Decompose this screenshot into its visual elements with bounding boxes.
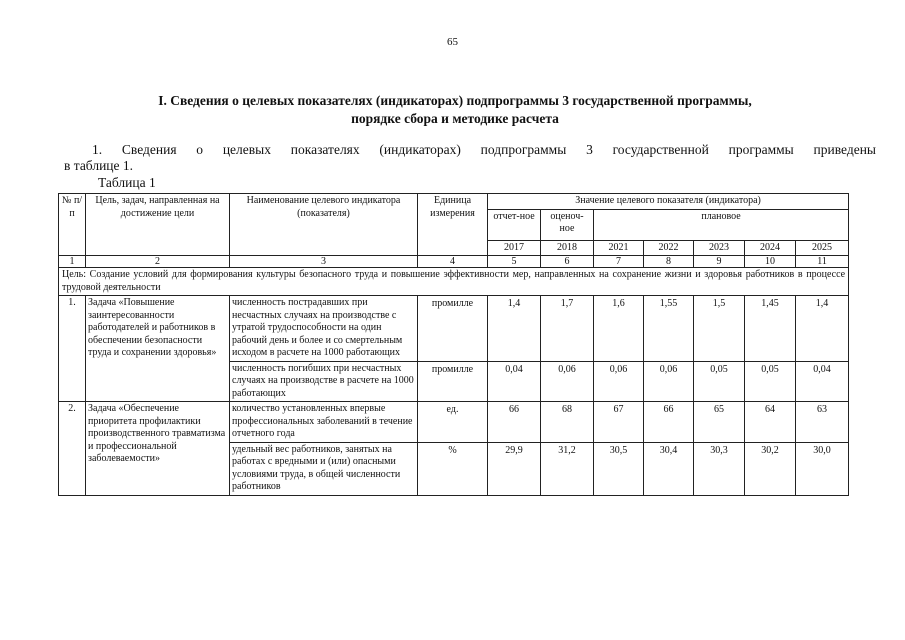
value-cell: 66 bbox=[488, 402, 541, 443]
value-cell: 31,2 bbox=[541, 442, 594, 495]
header-reported: отчет-ное bbox=[488, 209, 541, 240]
column-number: 6 bbox=[541, 256, 594, 268]
value-cell: 1,4 bbox=[488, 296, 541, 362]
indicator-unit: промилле bbox=[418, 296, 488, 362]
header-indicator: Наименование целевого индикатора (показателя) bbox=[230, 194, 418, 256]
row-num: 1. bbox=[59, 296, 86, 402]
value-cell: 0,06 bbox=[594, 361, 644, 402]
indicator-unit: ед. bbox=[418, 402, 488, 443]
value-cell: 1,45 bbox=[745, 296, 796, 362]
value-cell: 67 bbox=[594, 402, 644, 443]
goal-text: Цель: Создание условий для формирования культуры безопасного труда и повышение эффективности мер, направленных на сохранение жизни и здоровья работников в процессе трудовой деятельности bbox=[59, 268, 849, 296]
indicator-unit: промилле bbox=[418, 361, 488, 402]
value-cell: 30,5 bbox=[594, 442, 644, 495]
year-cell: 2017 bbox=[488, 240, 541, 256]
table-row bbox=[59, 402, 849, 443]
value-cell: 1,6 bbox=[594, 296, 644, 362]
header-planned: плановое bbox=[594, 209, 849, 240]
goal-row bbox=[59, 268, 849, 296]
column-number: 3 bbox=[230, 256, 418, 268]
table-row bbox=[59, 296, 849, 362]
year-cell: 2018 bbox=[541, 240, 594, 256]
column-number: 7 bbox=[594, 256, 644, 268]
value-cell: 30,3 bbox=[694, 442, 745, 495]
value-cell: 1,7 bbox=[541, 296, 594, 362]
task-name: Задача «Повышение заинтересованности работодателей и работников в обеспечении безопасности труда и сохранении здоровья» bbox=[86, 296, 230, 402]
column-number: 11 bbox=[796, 256, 849, 268]
indicator-name: численность пострадавших при несчастных случаях на производстве с утратой трудоспособности на один рабочий день и более и со смертельным исходом в расчете на 1000 работающих bbox=[230, 296, 418, 362]
value-cell: 30,2 bbox=[745, 442, 796, 495]
value-cell: 0,05 bbox=[694, 361, 745, 402]
year-cell: 2024 bbox=[745, 240, 796, 256]
column-number: 5 bbox=[488, 256, 541, 268]
value-cell: 68 bbox=[541, 402, 594, 443]
page-number: 65 bbox=[447, 36, 458, 48]
header-estimated: оценоч-ное bbox=[541, 209, 594, 240]
value-cell: 0,06 bbox=[644, 361, 694, 402]
value-cell: 65 bbox=[694, 402, 745, 443]
indicator-name: количество установленных впервые профессиональных заболеваний в течение отчетного года bbox=[230, 402, 418, 443]
column-number-row bbox=[59, 256, 849, 268]
year-cell: 2021 bbox=[594, 240, 644, 256]
section-title-line-1: I. Сведения о целевых показателях (индикаторах) подпрограммы 3 государственной программы, bbox=[158, 93, 752, 108]
indicator-name: численность погибших при несчастных случаях на производстве в расчете на 1000 работающих bbox=[230, 361, 418, 402]
header-num: № п/п bbox=[59, 194, 86, 256]
header-row-1 bbox=[59, 194, 849, 210]
indicators-table bbox=[58, 193, 849, 496]
intro-line-1: 1. Сведения о целевых показателях (индикаторах) подпрограммы 3 государственной программы приведены bbox=[92, 142, 876, 157]
value-cell: 63 bbox=[796, 402, 849, 443]
value-cell: 1,55 bbox=[644, 296, 694, 362]
value-cell: 0,04 bbox=[488, 361, 541, 402]
column-number: 8 bbox=[644, 256, 694, 268]
value-cell: 0,06 bbox=[541, 361, 594, 402]
header-task: Цель, задач, направленная на достижение цели bbox=[86, 194, 230, 256]
year-cell: 2023 bbox=[694, 240, 745, 256]
section-title-line-2: порядке сбора и методике расчета bbox=[351, 111, 559, 126]
column-number: 2 bbox=[86, 256, 230, 268]
value-cell: 30,0 bbox=[796, 442, 849, 495]
value-cell: 0,05 bbox=[745, 361, 796, 402]
indicator-name: удельный вес работников, занятых на работах с вредными и (или) опасными условиями труда, в общей численности работников bbox=[230, 442, 418, 495]
value-cell: 30,4 bbox=[644, 442, 694, 495]
value-cell: 1,4 bbox=[796, 296, 849, 362]
indicator-unit: % bbox=[418, 442, 488, 495]
row-num: 2. bbox=[59, 402, 86, 496]
column-number: 9 bbox=[694, 256, 745, 268]
value-cell: 64 bbox=[745, 402, 796, 443]
value-cell: 66 bbox=[644, 402, 694, 443]
value-cell: 1,5 bbox=[694, 296, 745, 362]
year-cell: 2022 bbox=[644, 240, 694, 256]
section-title bbox=[60, 92, 850, 128]
column-number: 1 bbox=[59, 256, 86, 268]
table-caption: Таблица 1 bbox=[98, 175, 156, 190]
value-cell: 0,04 bbox=[796, 361, 849, 402]
header-unit: Единица измерения bbox=[418, 194, 488, 256]
task-name: Задача «Обеспечение приоритета профилактики производственного травматизма и профессиональной заболеваемости» bbox=[86, 402, 230, 496]
header-value-group: Значение целевого показателя (индикатора) bbox=[488, 194, 849, 210]
value-cell: 29,9 bbox=[488, 442, 541, 495]
column-number: 4 bbox=[418, 256, 488, 268]
intro-line-2: в таблице 1. bbox=[64, 158, 134, 173]
intro-paragraph bbox=[64, 142, 876, 174]
column-number: 10 bbox=[745, 256, 796, 268]
year-cell: 2025 bbox=[796, 240, 849, 256]
